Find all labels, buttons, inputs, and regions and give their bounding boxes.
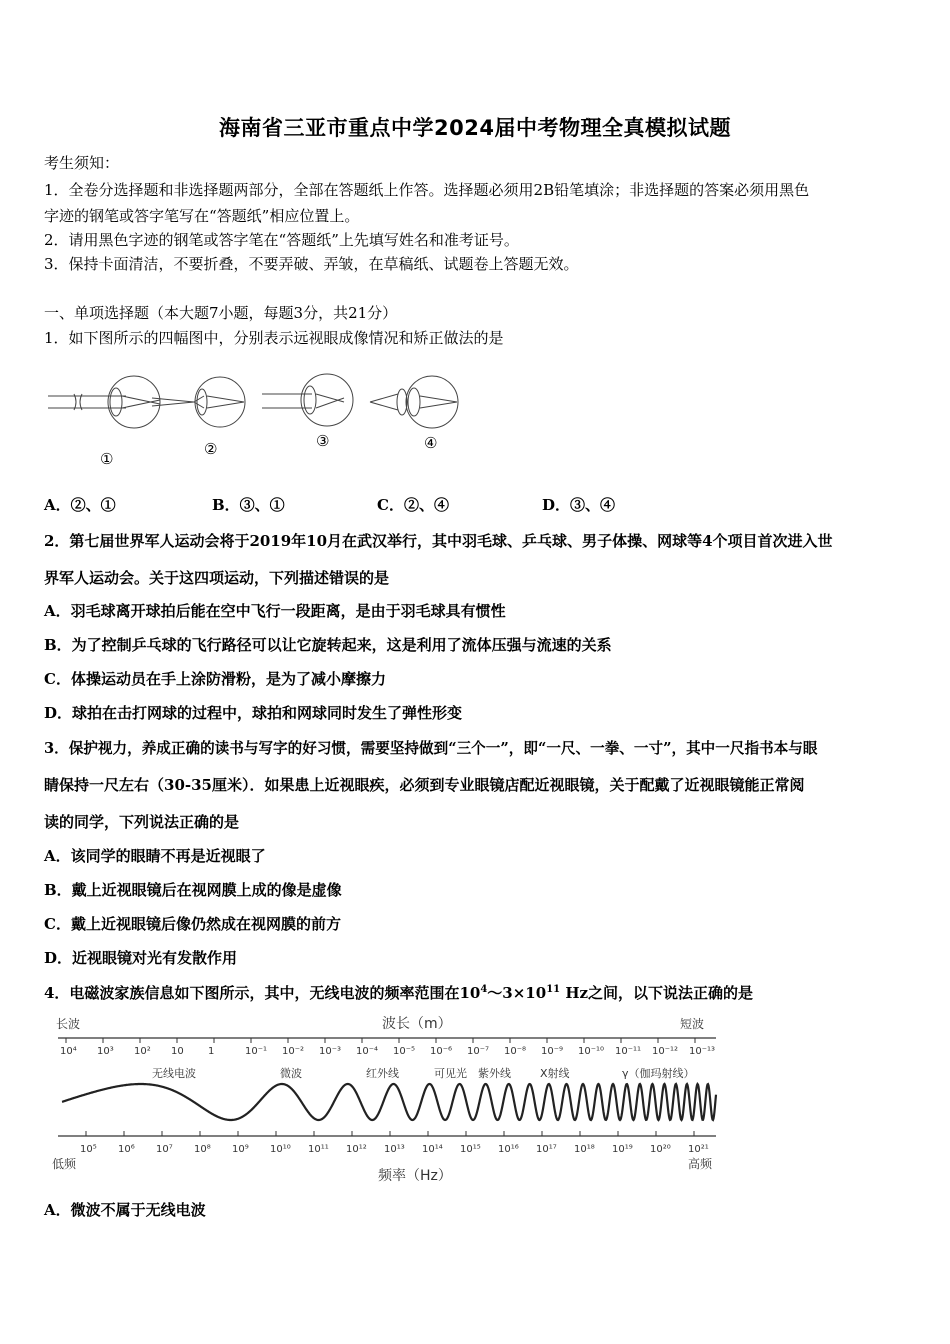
em-spectrum-figure (44, 1012, 734, 1187)
frequency-tick-label: 10¹⁶ (498, 1144, 519, 1155)
frequency-tick-label: 10¹⁸ (574, 1144, 595, 1155)
wavelength-tick-label: 10³ (97, 1046, 114, 1057)
notice-item-1-cont: 字迹的钢笔或答字笔写在“答题纸”相应位置上。 (44, 207, 360, 225)
q4-option-a[interactable]: A．微波不属于无线电波 (44, 1201, 206, 1219)
band-label: 微波 (280, 1067, 302, 1080)
eye-diagram-1 (48, 376, 160, 428)
wavelength-tick-label: 10⁻¹ (245, 1046, 268, 1057)
q4-stem: 4．电磁波家族信息如下图所示，其中，无线电波的频率范围在$10^4\sim 3\times 10^{11}$ Hz之间，以下说法正确的是 (44, 984, 754, 1002)
q2-option-c[interactable]: C．体操运动员在手上涂防滑粉，是为了减小摩擦力 (44, 670, 386, 688)
wavelength-tick-label: 10⁻⁶ (430, 1046, 453, 1057)
q3-stem-1: 3．保护视力，养成正确的读书与写字的好习惯，需要坚持做到“三个一”，即“一尺、一拳、一寸”，其中一尺指书本与眼 (44, 740, 818, 757)
eye-diagram-4 (370, 376, 458, 428)
q3-stem-2: 睛保持一尺左右（30-35厘米）．如果患上近视眼疾，必须到专业眼镜店配近视眼镜，关于配戴了近视眼镜能正常阅 (44, 776, 805, 794)
wavelength-tick-label: 10⁻⁷ (467, 1046, 490, 1057)
long-wave-label: 长波 (56, 1017, 81, 1031)
section-heading: 一、单项选择题（本大题7小题，每题3分，共21分） (44, 304, 398, 322)
frequency-tick-label: 10¹³ (384, 1144, 405, 1155)
wavelength-tick-label: 10⁻¹² (652, 1046, 679, 1057)
frequency-tick-label: 10⁵ (80, 1144, 97, 1155)
q3-option-d[interactable]: D．近视眼镜对光有发散作用 (44, 949, 238, 967)
frequency-tick-label: 10¹⁵ (460, 1144, 481, 1155)
notice-item-2: 2．请用黑色字迹的钢笔或答字笔在“答题纸”上先填写姓名和准考证号。 (44, 231, 519, 249)
frequency-axis-label: 频率（Hz） (378, 1168, 452, 1184)
band-labels (152, 1066, 695, 1080)
q2-option-b[interactable]: B．为了控制乒乓球的飞行路径可以让它旋转起来，这是利用了流体压强与流速的关系 (44, 636, 612, 654)
frequency-tick-label: 10¹⁹ (612, 1144, 633, 1155)
wavelength-tick-label: 10² (134, 1046, 151, 1057)
wavelength-tick-label: 10⁴ (60, 1046, 77, 1057)
wavelength-tick-label: 10⁻⁹ (541, 1046, 564, 1057)
figure-label-3: ③ (316, 432, 330, 450)
eye-diagram-3 (262, 374, 353, 426)
band-label: X射线 (540, 1067, 570, 1080)
notice-item-1: 1．全卷分选择题和非选择题两部分，全部在答题纸上作答。选择题必须用2B铅笔填涂；非选择题的答案必须用黑色 (44, 181, 810, 199)
high-frequency-label: 高频 (688, 1157, 713, 1171)
frequency-tick-label: 10⁶ (118, 1144, 135, 1155)
q1-stem: 1．如下图所示的四幅图中，分别表示远视眼成像情况和矫正做法的是 (44, 329, 504, 347)
wave-curve (62, 1084, 716, 1120)
wavelength-tick-label: 10⁻⁸ (504, 1046, 527, 1057)
notice-item-3: 3．保持卡面清洁，不要折叠，不要弄破、弄皱，在草稿纸、试题卷上答题无效。 (44, 255, 579, 273)
wavelength-tick-label: 10⁻¹¹ (615, 1046, 642, 1057)
wavelength-tick-label: 10⁻¹⁰ (578, 1046, 605, 1057)
wavelength-ticks (60, 1038, 715, 1057)
frequency-tick-label: 10²¹ (688, 1144, 709, 1155)
frequency-tick-label: 10¹⁷ (536, 1144, 557, 1155)
q1-eye-figure (44, 368, 464, 468)
figure-label-2: ② (204, 440, 218, 458)
band-label: 无线电波 (152, 1067, 196, 1080)
low-frequency-label: 低频 (52, 1157, 77, 1171)
q2-stem-2: 界军人运动会。关于这四项运动，下列描述错误的是 (44, 569, 390, 587)
figure-label-4: ④ (424, 434, 438, 452)
q3-stem-3: 读的同学，下列说法正确的是 (44, 813, 240, 831)
wavelength-tick-label: 1 (208, 1046, 215, 1057)
wavelength-tick-label: 10⁻¹³ (689, 1046, 716, 1057)
frequency-ticks (80, 1131, 709, 1155)
q3-option-a[interactable]: A．该同学的眼睛不再是近视眼了 (44, 847, 266, 865)
frequency-tick-label: 10¹⁴ (422, 1144, 443, 1155)
frequency-tick-label: 10¹¹ (308, 1144, 329, 1155)
wavelength-tick-label: 10⁻⁵ (393, 1046, 416, 1057)
frequency-tick-label: 10⁷ (156, 1144, 173, 1155)
q1-option-d[interactable]: D．③、④ (542, 496, 616, 514)
band-label: 可见光 (434, 1067, 467, 1080)
q2-option-a[interactable]: A．羽毛球离开球拍后能在空中飞行一段距离，是由于羽毛球具有惯性 (44, 602, 506, 620)
frequency-tick-label: 10¹² (346, 1144, 367, 1155)
q3-option-b[interactable]: B．戴上近视眼镜后在视网膜上成的像是虚像 (44, 881, 342, 899)
frequency-tick-label: 10¹⁰ (270, 1144, 291, 1155)
notice-heading: 考生须知： (44, 154, 120, 172)
wavelength-tick-label: 10 (171, 1046, 184, 1057)
figure-label-1: ① (100, 450, 114, 468)
wavelength-tick-label: 10⁻³ (319, 1046, 342, 1057)
band-label: γ（伽玛射线） (622, 1067, 695, 1080)
frequency-tick-label: 10⁹ (232, 1144, 249, 1155)
q1-option-a[interactable]: A．②、① (44, 496, 116, 514)
wavelength-axis-label: 波长（m） (382, 1016, 452, 1032)
band-label: 红外线 (366, 1067, 399, 1080)
wavelength-tick-label: 10⁻⁴ (356, 1046, 379, 1057)
q3-option-c[interactable]: C．戴上近视眼镜后像仍然成在视网膜的前方 (44, 915, 341, 933)
q1-option-b[interactable]: B．③、① (212, 496, 285, 514)
short-wave-label: 短波 (680, 1017, 705, 1031)
wavelength-tick-label: 10⁻² (282, 1046, 305, 1057)
page-title: 海南省三亚市重点中学2024届中考物理全真模拟试题 (219, 116, 731, 140)
frequency-tick-label: 10⁸ (194, 1144, 211, 1155)
q2-option-d[interactable]: D．球拍在击打网球的过程中，球拍和网球同时发生了弹性形变 (44, 704, 463, 722)
q1-option-c[interactable]: C．②、④ (377, 496, 449, 514)
q2-stem-1: 2．第七届世界军人运动会将于2019年10月在武汉举行，其中羽毛球、乒乓球、男子体操、网球等4个项目首次进入世 (44, 532, 833, 550)
eye-diagram-2 (152, 377, 245, 427)
frequency-tick-label: 10²⁰ (650, 1144, 671, 1155)
band-label: 紫外线 (478, 1067, 511, 1080)
